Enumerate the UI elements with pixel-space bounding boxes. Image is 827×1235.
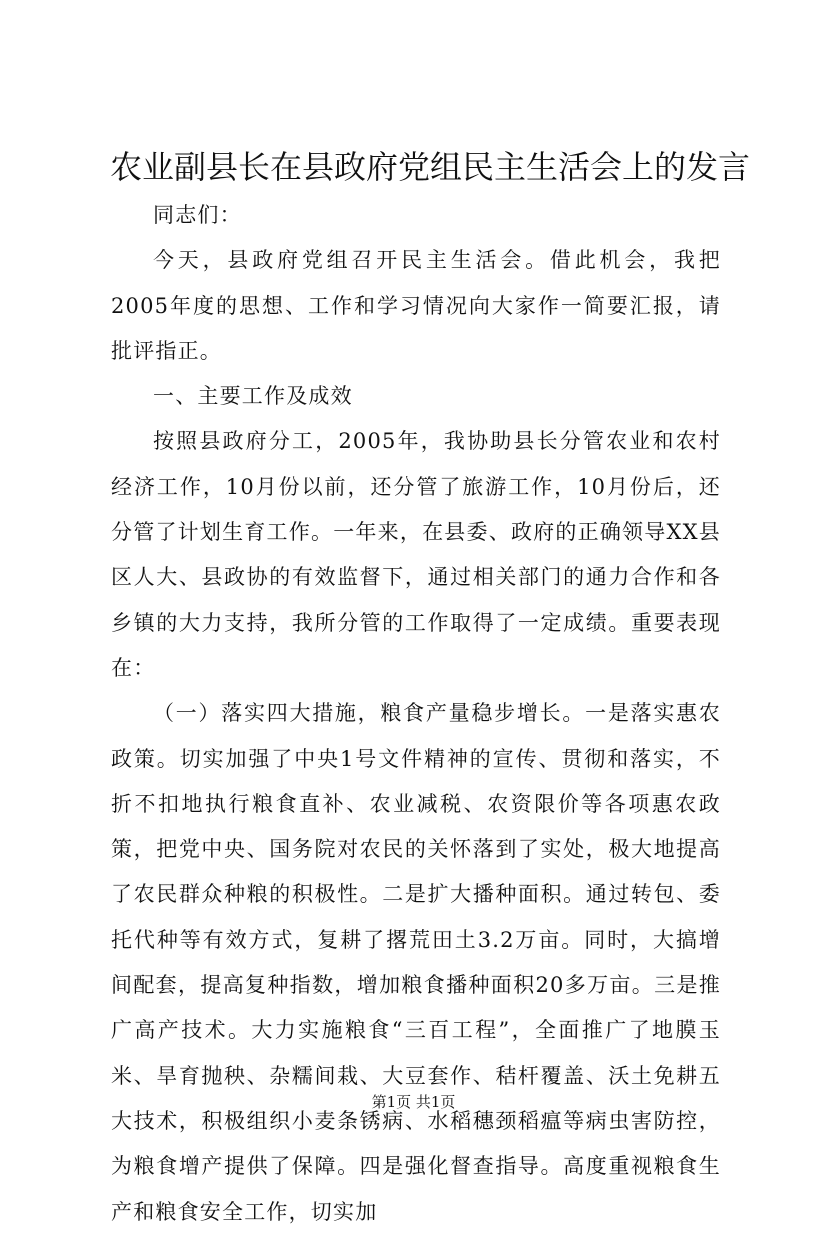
salutation: 同志们： (153, 203, 242, 227)
body-paragraph: （一）落实四大措施，粮食产量稳步增长。一是落实惠农政策。切实加强了中央1号文件精神的宣传、贯彻和落实，不折不扣地执行粮食直补、农业减税、农资限价等各项惠农政策，把党中央、国务院对农民的关怀落到了实处，极大地提高了农民群众种粮的积极性。二是扩大播种面积。通过转包、委托代种等有效方式，复耕了撂荒田土3.2万亩。同时，大搞增间配套，提高复种指数，增加粮食播种面积20多万亩。三是推广高产技术。大力实施粮食“三百工程”，全面推广了地膜玉米、旱育抛秧、杂糯间栽、大豆套作、秸杆覆盖、沃土免耕五大技术，积极组织小麦条锈病、水稻穗颈稻瘟等病虫害防控，为粮食增产提供了保障。四是强化督查指导。高度重视粮食生产和粮食安全工作，切实加 (111, 701, 721, 1224)
document-body (111, 193, 721, 1235)
body-paragraph: 按照县政府分工，2005年，我协助县长分管农业和农村经济工作，10月份以前，还分管了旅游工作，10月份后，还分管了计划生育工作。一年来，在县委、政府的正确领导XX县区人大、县政协的有效监督下，通过相关部门的通力合作和各乡镇的大力支持，我所分管的工作取得了一定成绩。重要表现在： (111, 429, 721, 680)
intro-paragraph: 今天，县政府党组召开民主生活会。借此机会，我把2005年度的思想、工作和学习情况向大家作一简要汇报，请批评指正。 (111, 248, 721, 363)
page-footer: 第1页 共1页 (371, 1093, 456, 1111)
section-heading: 一、主要工作及成效 (153, 384, 353, 409)
document-title: 农业副县长在县政府党组民主生活会上的发言 (110, 148, 751, 186)
